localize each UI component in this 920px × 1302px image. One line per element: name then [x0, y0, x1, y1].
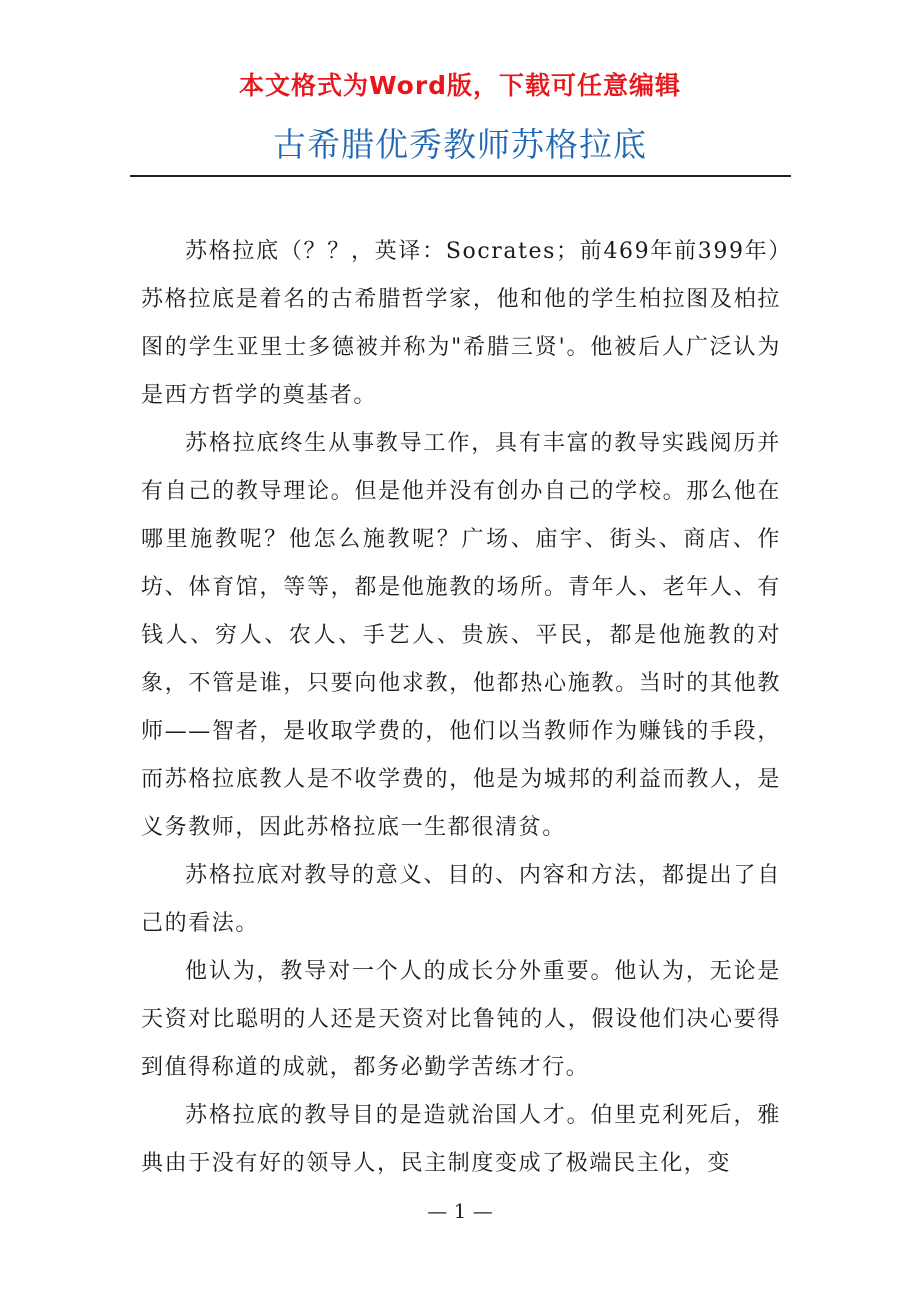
download-notice: 本文格式为Word版，下载可任意编辑	[238, 71, 682, 100]
document-title: 古希腊优秀教师苏格拉底	[273, 125, 647, 164]
paragraph-4: 他认为，教导对一个人的成长分外重要。他认为，无论是天资对比聪明的人还是天资对比鲁钝的人，假设他们决心要得到值得称道的成就，都务必勤学苦练才行。	[141, 959, 781, 1080]
paragraph-1: 苏格拉底（？？，英译：Socrates；前469年前399年）苏格拉底是着名的古希腊哲学家，他和他的学生柏拉图及柏拉图的学生亚里士多德被并称为"希腊三贤'。他被后人广泛认为是西方哲学的奠基者。	[141, 239, 781, 408]
document-body	[141, 228, 781, 1188]
page-number: — 1 —	[427, 1199, 493, 1223]
paragraph-5: 苏格拉底的教导目的是造就治国人才。伯里克利死后，雅典由于没有好的领导人，民主制度变成了极端民主化，变	[141, 1103, 781, 1176]
paragraph-3: 苏格拉底对教导的意义、目的、内容和方法，都提出了自己的看法。	[141, 863, 781, 936]
paragraph-2: 苏格拉底终生从事教导工作，具有丰富的教导实践阅历并有自己的教导理论。但是他并没有创办自己的学校。那么他在哪里施教呢？他怎么施教呢？广场、庙宇、街头、商店、作坊、体育馆，等等，都是他施教的场所。青年人、老年人、有钱人、穷人、农人、手艺人、贵族、平民，都是他施教的对象，不管是谁，只要向他求教，他都热心施教。当时的其他教师——智者，是收取学费的，他们以当教师作为赚钱的手段，而苏格拉底教人是不收学费的，他是为城邦的利益而教人，是义务教师，因此苏格拉底一生都很清贫。	[141, 431, 781, 840]
title-divider	[130, 175, 791, 177]
